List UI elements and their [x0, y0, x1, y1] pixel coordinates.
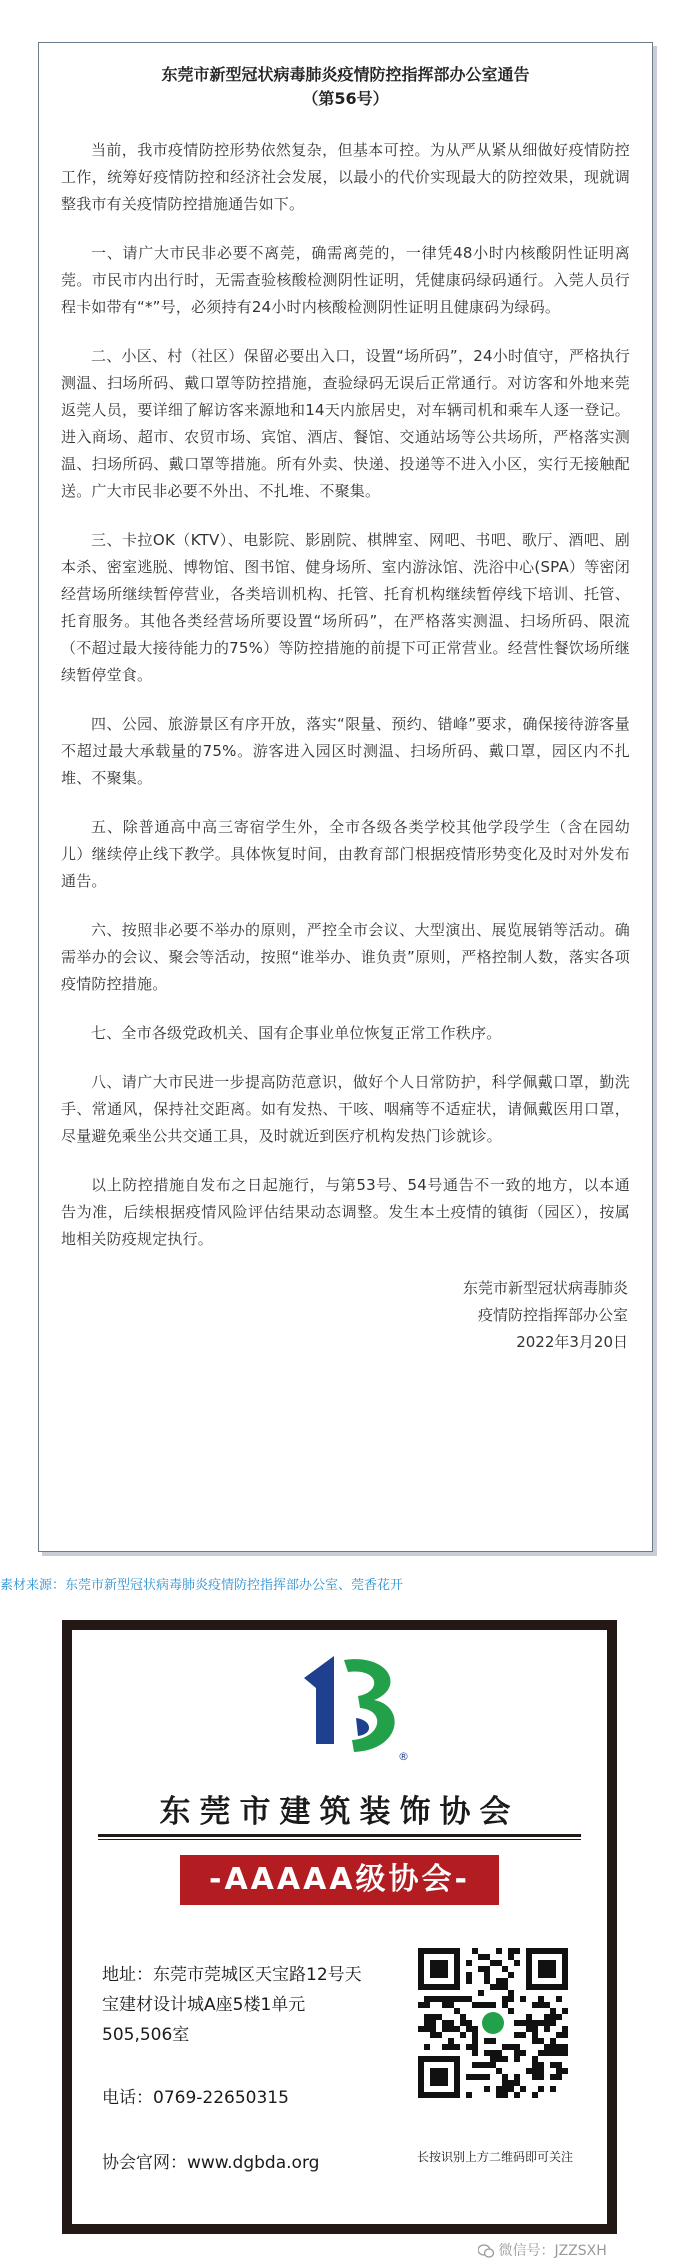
qr-code-icon[interactable]	[418, 1948, 568, 2098]
association-name: 东莞市建筑装饰协会	[159, 1794, 520, 1830]
notice-paragraph: 五、除普通高中高三寄宿学生外，全市各级各类学校其他学段学生（含在园幼儿）继续停止线下教学。具体恢复时间，由教育部门根据疫情形势变化及时对外发布通告。	[61, 818, 630, 890]
registered-mark: ®	[398, 1750, 409, 1763]
divider	[98, 1834, 581, 1837]
notice-signature	[61, 1275, 630, 1356]
association-address: 地址：东莞市莞城区天宝路12号天宝建材设计城A座5楼1单元505,506室	[102, 1965, 362, 2045]
notice-card	[38, 42, 653, 1552]
qr-caption: 长按识别上方二维码即可关注	[416, 2150, 573, 2164]
notice-paragraph: 四、公园、旅游景区有序开放，落实“限量、预约、错峰”要求，确保接待游客量不超过最大承载量的75%。游客进入园区时测温、扫场所码、戴口罩，园区内不扎堆、不聚集。	[61, 715, 630, 787]
divider	[98, 1839, 581, 1840]
signature-line: 东莞市新型冠状病毒肺炎	[462, 1279, 628, 1297]
notice-date: 2022年3月20日	[516, 1333, 628, 1351]
association-logo-icon	[294, 1648, 414, 1768]
wechat-watermark	[478, 2240, 607, 2260]
notice-number: （第56号）	[302, 89, 389, 108]
source-credit: 素材来源：东莞市新型冠状病毒肺炎疫情防控指挥部办公室、莞香花开	[0, 1578, 404, 1593]
notice-paragraph: 二、小区、村（社区）保留必要出入口，设置“场所码”，24小时值守，严格执行测温、扫场所码、戴口罩等防控措施，查验绿码无误后正常通行。对访客和外地来莞返莞人员，要详细了解访客来源地和14天内旅居史，对车辆司机和乘车人逐一登记。进入商场、超市、农贸市场、宾馆、酒店、餐馆、交通站场等公共场所，严格落实测温、扫场所码、戴口罩等措施。所有外卖、快递、投递等不进入小区，实行无接触配送。广大市民非必要不外出、不扎堆、不聚集。	[61, 347, 630, 500]
notice-title: 东莞市新型冠状病毒肺炎疫情防控指挥部办公室通告	[161, 65, 530, 84]
level-badge: -AAAAA级协会-	[180, 1855, 499, 1905]
notice-paragraph: 以上防控措施自发布之日起施行，与第53号、54号通告不一致的地方，以本通告为准，后续根据疫情风险评估结果动态调整。发生本土疫情的镇街（园区），按属地相关防疫规定执行。	[61, 1176, 630, 1248]
wechat-id: 微信号：JZZSXH	[498, 2243, 607, 2259]
association-phone: 电话：0769-22650315	[102, 2088, 289, 2108]
notice-paragraph: 三、卡拉OK（KTV）、电影院、影剧院、棋牌室、网吧、书吧、歌厅、酒吧、剧本杀、密室逃脱、博物馆、图书馆、健身场所、室内游泳馆、洗浴中心(SPA）等密闭经营场所继续暂停营业，各类培训机构、托管、托育机构继续暂停线下培训、托管、托育服务。其他各类经营场所要设置“场所码”，在严格落实测温、扫场所码、限流（不超过最大接待能力的75%）等防控措施的前提下可正常营业。经营性餐饮场所继续暂停堂食。	[61, 531, 630, 684]
notice-paragraph: 一、请广大市民非必要不离莞，确需离莞的，一律凭48小时内核酸阴性证明离莞。市民市内出行时，无需查验核酸检测阴性证明，凭健康码绿码通行。入莞人员行程卡如带有“*”号，必须持有24小时内核酸检测阴性证明且健康码为绿码。	[61, 244, 630, 316]
notice-paragraph: 当前，我市疫情防控形势依然复杂，但基本可控。为从严从紧从细做好疫情防控工作，统筹好疫情防控和经济社会发展，以最小的代价实现最大的防控效果，现就调整我市有关疫情防控措施通告如下。	[61, 141, 630, 213]
association-website[interactable]: 协会官网：www.dgbda.org	[102, 2153, 320, 2173]
notice-paragraph: 六、按照非必要不举办的原则，严控全市会议、大型演出、展览展销等活动。确需举办的会议、聚会等活动，按照“谁举办、谁负责”原则，严格控制人数，落实各项疫情防控措施。	[61, 921, 630, 993]
notice-paragraph: 八、请广大市民进一步提高防范意识，做好个人日常防护，科学佩戴口罩，勤洗手、常通风，保持社交距离。如有发热、干咳、咽痛等不适症状，请佩戴医用口罩，尽量避免乘坐公共交通工具，及时就近到医疗机构发热门诊就诊。	[61, 1073, 630, 1145]
wechat-icon	[478, 2244, 494, 2258]
association-ad	[62, 1620, 617, 2234]
signature-line: 疫情防控指挥部办公室	[477, 1306, 628, 1324]
notice-paragraph: 七、全市各级党政机关、国有企事业单位恢复正常工作秩序。	[91, 1024, 502, 1042]
